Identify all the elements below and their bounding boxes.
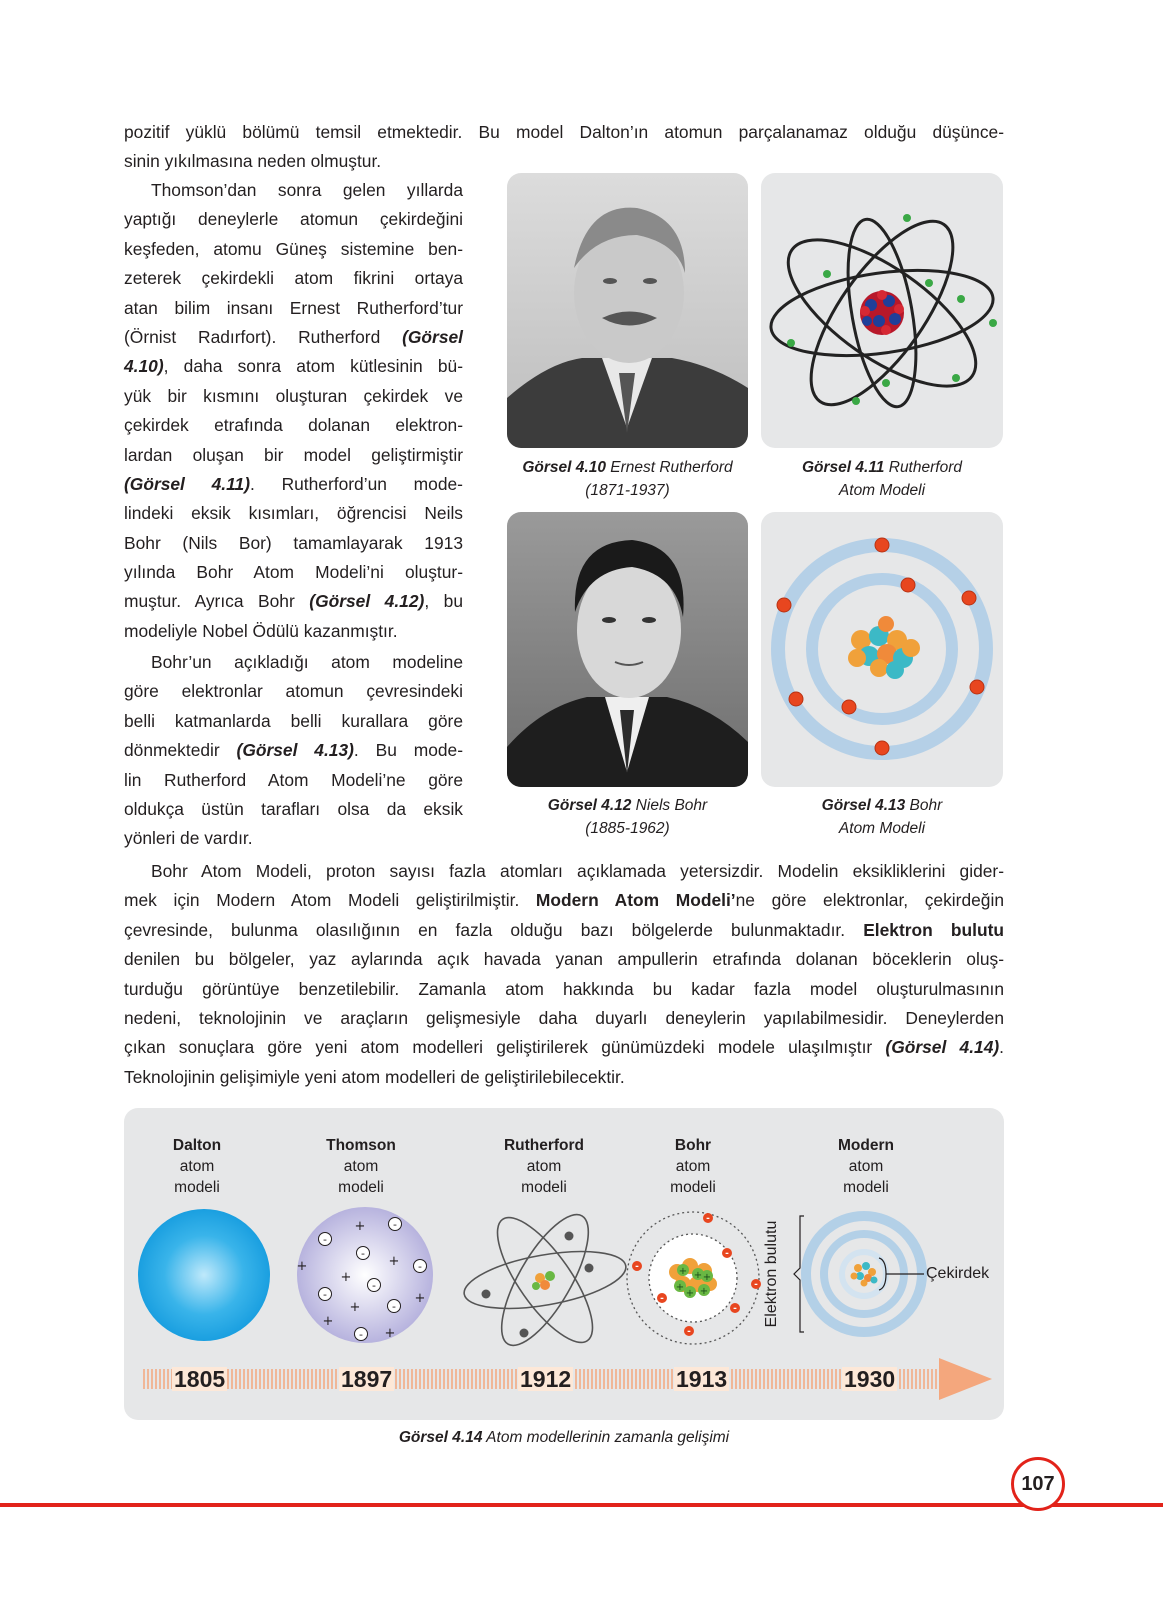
svg-text:+: + bbox=[296, 1259, 308, 1274]
year-dalton: 1805 bbox=[174, 1366, 226, 1392]
timeline-label-dalton: Dalton atom modeli bbox=[172, 1137, 222, 1196]
year-modern: 1930 bbox=[844, 1366, 896, 1392]
svg-text:+: + bbox=[384, 1326, 396, 1341]
timeline-label-modern: Modern atom modeli bbox=[838, 1137, 894, 1196]
dalton-sphere bbox=[138, 1209, 270, 1341]
svg-text:+: + bbox=[414, 1291, 426, 1306]
modern-paragraph: Bohr Atom Modeli, proton sayısı fazla atomları açıklamada yetersizdir. Modelin eksikliklerini gider- mek için Modern Atom Modeli geliştirilmiştir. Modern Atom Modeli’ne göre elektronlar, çekirdeğin çevresinde, bulunma olasılığının en fazla olduğu bazı bölgelerde bulunmaktadır. Elektron bulutu denilen bu bölgeler, yaz aylarında açık havada yanan ampullerin etrafında dolanan böceklerin oluş- turduğu görüntüye benzetilebilir. Zamanla atom hakkında bu kadar fazla model oluşturulmasının nedeni, teknolojinin ve araçların gelişmesiyle daha duyarlı deneylerin yapılabilmesidir. Deneylerden çıkan sonuçlara göre yeni atom modelleri geliştirilerek günümüzdeki modele ulaşılmıştır (Görsel 4.14). Teknolojinin gelişimiyle yeni atom modelleri de geliştirilebilecektir. bbox=[124, 861, 1005, 1087]
rutherford-model bbox=[460, 1203, 630, 1357]
timeline-label-rutherford: Rutherford atom modeli bbox=[503, 1137, 585, 1196]
svg-text:+: + bbox=[322, 1314, 334, 1329]
svg-text:-: - bbox=[392, 1300, 396, 1313]
timeline-label-thomson: Thomson atom modeli bbox=[326, 1137, 396, 1196]
svg-text:-: - bbox=[359, 1328, 363, 1341]
svg-text:-: - bbox=[725, 1249, 729, 1259]
rutherford-portrait-drawing bbox=[507, 173, 748, 448]
electron-cloud-label: Elektron bulutu bbox=[763, 1220, 780, 1328]
atom-model-timeline bbox=[124, 1108, 1004, 1420]
svg-text:-: - bbox=[323, 1233, 327, 1246]
bohr-atom-drawing bbox=[761, 512, 1003, 787]
bohr-portrait bbox=[507, 512, 748, 787]
svg-text:-: - bbox=[687, 1327, 691, 1337]
svg-text:+: + bbox=[685, 1288, 695, 1299]
svg-text:+: + bbox=[693, 1270, 703, 1281]
svg-text:+: + bbox=[699, 1286, 709, 1297]
intro-line: pozitif yüklü bölümü temsil etmektedir. Bu model Dalton’ın atomun parçalanamaz olduğu düşünce- bbox=[124, 122, 1004, 142]
svg-text:-: - bbox=[393, 1218, 397, 1231]
svg-text:-: - bbox=[361, 1247, 365, 1260]
svg-text:-: - bbox=[733, 1304, 737, 1314]
svg-text:+: + bbox=[349, 1300, 361, 1315]
svg-text:+: + bbox=[702, 1272, 712, 1283]
bohr-model bbox=[627, 1212, 761, 1344]
caption-4-10: Görsel 4.10 Ernest Rutherford (1871-1937) bbox=[522, 459, 733, 499]
intro-line: sinin yıkılmasına neden olmuştur. bbox=[124, 151, 382, 172]
svg-text:+: + bbox=[340, 1270, 352, 1285]
svg-text:-: - bbox=[372, 1279, 376, 1292]
caption-4-11: Görsel 4.11 Rutherford Atom Modeli bbox=[802, 459, 962, 499]
svg-text:-: - bbox=[660, 1294, 664, 1304]
caption-4-12: Görsel 4.12 Niels Bohr (1885-1962) bbox=[547, 797, 708, 837]
svg-text:-: - bbox=[418, 1260, 422, 1273]
rutherford-paragraph: Thomson’dan sonra gelen yıllarda yaptığı deneylerle atomun çekirdeğini keşfeden, atomu Güneş sistemine ben- zeterek çekirdekli atom fikrini ortaya atan bilim insanı Ernest Rutherford’tur (Örnist Radırfort). Rutherford (Görsel 4.10), daha sonra atom kütlesinin bü- yük bir kısmını oluşturan çekirdek ve çekirdek etrafında dolanan elektron- lardan oluşan bir model geliştirmiştir (Görsel 4.11). Rutherford’un mode- lindeki eksik kısımları, öğrencisi Neils Bohr (Nils Bor) tamamlayarak 1913 yılında Bohr Atom Modeli’ni oluştur- muştur. Ayrıca Bohr (Görsel 4.12), bu modeliyle Nobel Ödülü kazanmıştır. bbox=[124, 180, 463, 641]
year-thomson: 1897 bbox=[341, 1366, 393, 1392]
page-number: 107 bbox=[1011, 1457, 1065, 1511]
svg-text:-: - bbox=[323, 1288, 327, 1301]
caption-4-13: Görsel 4.13 Bohr Atom Modeli bbox=[821, 797, 943, 837]
bohr-paragraph: Bohr’un açıkladığı atom modeline göre elektronlar atomun çevresindeki belli katmanlarda belli kurallara göre dönmektedir (Görsel 4.13). Bu mode- lin Rutherford Atom Modeli’ne göre oldukça üstün tarafları olsa da eksik yönleri de vardır. bbox=[124, 652, 464, 849]
svg-text:-: - bbox=[706, 1214, 710, 1224]
svg-text:+: + bbox=[388, 1254, 400, 1269]
rutherford-portrait bbox=[507, 173, 748, 448]
timeline-label-bohr: Bohr atom modeli bbox=[670, 1137, 716, 1196]
svg-text:+: + bbox=[354, 1219, 366, 1234]
caption-4-14: Görsel 4.14 Atom modellerinin zamanla gelişimi bbox=[398, 1429, 730, 1446]
nucleus-label: Çekirdek bbox=[926, 1265, 990, 1282]
svg-text:-: - bbox=[635, 1262, 639, 1272]
svg-text:+: + bbox=[678, 1266, 688, 1277]
svg-text:-: - bbox=[754, 1280, 758, 1290]
intro-text bbox=[124, 118, 1004, 177]
rutherford-atom-model-image bbox=[761, 173, 1003, 448]
rutherford-atom-drawing bbox=[761, 173, 1003, 448]
year-bohr: 1913 bbox=[676, 1366, 728, 1392]
year-rutherford: 1912 bbox=[520, 1366, 572, 1392]
bohr-portrait-drawing bbox=[507, 512, 748, 787]
page-footer-line bbox=[0, 1503, 1163, 1507]
svg-text:+: + bbox=[675, 1282, 685, 1293]
bohr-atom-model-image bbox=[761, 512, 1003, 787]
modern-model bbox=[794, 1216, 924, 1332]
thomson-model bbox=[297, 1207, 433, 1343]
